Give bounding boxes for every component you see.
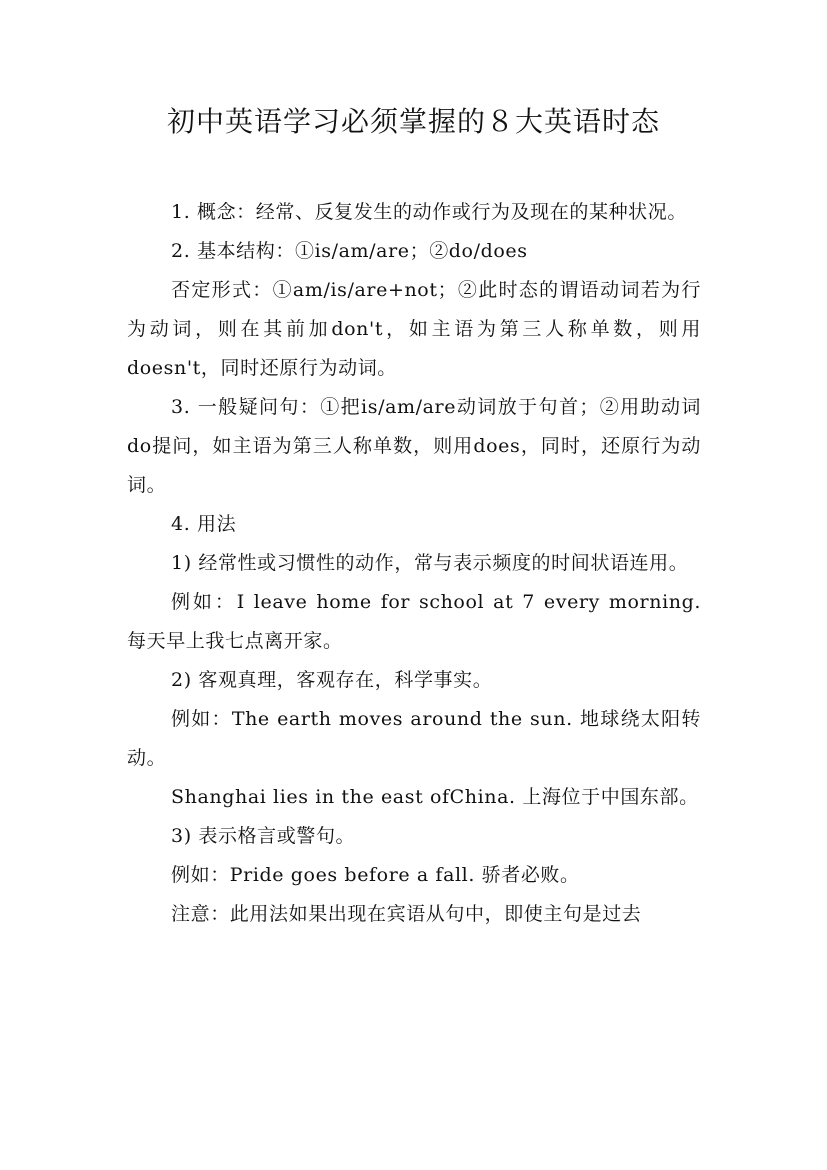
paragraph-example-2: 例如：The earth moves around the sun. 地球绕太阳转动。	[127, 708, 701, 769]
paragraph-question-form: 3. 一般疑问句：①把is/am/are动词放于句首；②用助动词do提问，如主语为第三人称单数，则用does，同时，还原行为动词。	[127, 396, 701, 496]
paragraph-note: 注意：此用法如果出现在宾语从句中，即使主句是过去	[171, 903, 642, 925]
document-title: 初中英语学习必须掌握的８大英语时态	[166, 105, 660, 138]
paragraph-basic-structure: 2. 基本结构：①is/am/are；②do/does	[171, 240, 528, 262]
paragraph-example-1: 例如：I leave home for school at 7 every morning. 每天早上我七点离开家。	[127, 591, 701, 652]
paragraph-usage-3: 3) 表示格言或警句。	[171, 825, 356, 847]
document-body	[127, 193, 701, 934]
paragraph-usage-2: 2) 客观真理，客观存在，科学事实。	[171, 669, 493, 691]
paragraph-example-3: Shanghai lies in the east ofChina. 上海位于中国东部。	[171, 786, 699, 808]
paragraph-usage-1: 1) 经常性或习惯性的动作，常与表示频度的时间状语连用。	[171, 552, 689, 574]
paragraph-concept: 1. 概念：经常、反复发生的动作或行为及现在的某种状况。	[171, 201, 687, 223]
paragraph-usage-heading: 4. 用法	[171, 513, 237, 535]
paragraph-negative-form: 否定形式：①am/is/are+not；②此时态的谓语动词若为行为动词，则在其前加don't，如主语为第三人称单数，则用doesn't，同时还原行为动词。	[127, 279, 701, 379]
paragraph-example-4: 例如：Pride goes before a fall. 骄者必败。	[171, 864, 580, 886]
